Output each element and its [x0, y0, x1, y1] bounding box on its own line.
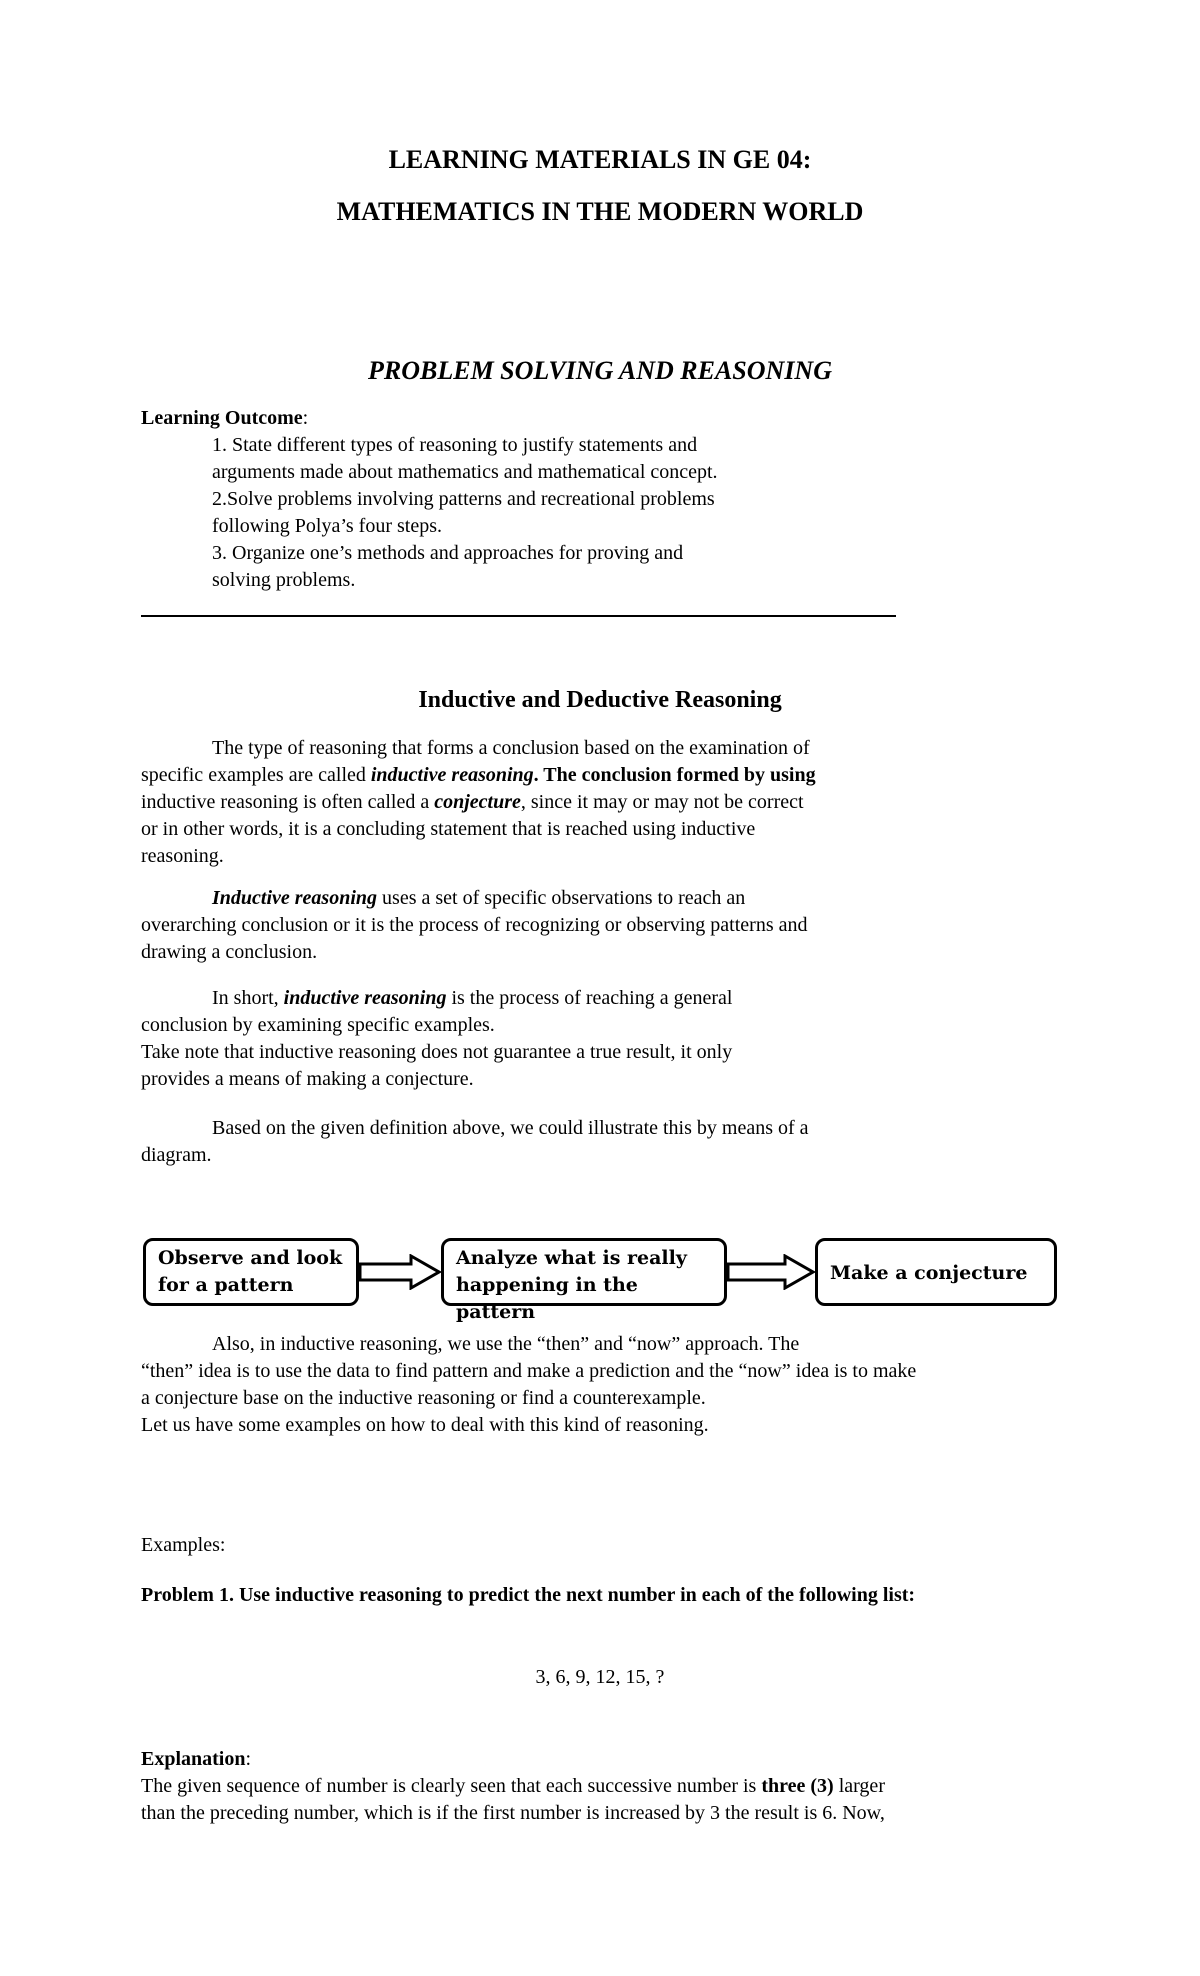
diagram-step-observe-line1: Observe and look [158, 1247, 343, 1269]
paragraph5-line3: a conjecture base on the inductive reasoning or find a counterexample. [141, 1387, 706, 1409]
paragraph3-line4: provides a means of making a conjecture. [141, 1068, 474, 1090]
examples-label: Examples: [141, 1534, 226, 1556]
explanation-heading [141, 1746, 1071, 1773]
paragraph4-line1: Based on the given definition above, we could illustrate this by means of a [212, 1117, 809, 1139]
paragraph3-line3: Take note that inductive reasoning does not guarantee a true result, it only [141, 1041, 733, 1063]
paragraph4-line2: diagram. [141, 1144, 212, 1166]
outcome-item-2-line1: 2.Solve problems involving patterns and recreational problems [212, 488, 715, 510]
diagram-step-conjecture-label: Make a conjecture [830, 1262, 1028, 1284]
learning-outcome-label: Learning Outcome [141, 407, 303, 429]
term-inductive-reasoning-3: inductive reasoning [283, 987, 447, 1009]
paragraph3-line2: conclusion by examining specific examples. [141, 1014, 495, 1036]
explanation-line1-text-a: The given sequence of number is clearly seen that each successive number is [141, 1775, 762, 1797]
paragraph1-line1: The type of reasoning that forms a conclusion based on the examination of [212, 737, 810, 759]
term-conjecture: conjecture [434, 791, 521, 813]
term-inductive-reasoning: inductive reasoning [370, 764, 534, 786]
explanation-line2: than the preceding number, which is if the first number is increased by 3 the result is 6. Now, [141, 1802, 885, 1824]
outcome-item-3-line2: solving problems. [212, 569, 356, 591]
paragraph3-line1-text-a: In short, [212, 987, 284, 1009]
paragraph-diagram-intro [141, 1115, 1071, 1169]
paragraph5-line2: “then” idea is to use the data to find pattern and make a prediction and the “now” idea is to make [141, 1360, 917, 1382]
diagram-step-observe-line2: for a pattern [158, 1274, 294, 1296]
document-title-line2: MATHEMATICS IN THE MODERN WORLD [336, 197, 864, 226]
paragraph1-line4: or in other words, it is a concluding statement that is reached using inductive [141, 818, 756, 840]
outcome-item-2-line2: following Polya’s four steps. [212, 515, 442, 537]
horizontal-divider [141, 615, 896, 617]
diagram-step-analyze-line2: happening in the pattern [456, 1274, 638, 1323]
paragraph1-line2 [141, 762, 1071, 789]
explanation-label: Explanation [141, 1748, 246, 1770]
paragraph-inductive-definition [141, 735, 1071, 870]
paragraph3-line1-text-b: is the process of reaching a general [446, 987, 733, 1009]
paragraph1-line3 [141, 789, 1071, 816]
learning-outcome-list [212, 432, 852, 594]
paragraph2-line1-rest: uses a set of specific observations to reach an [377, 887, 746, 909]
diagram-step-analyze-line1: Analyze what is really [456, 1247, 687, 1269]
arrow-right-icon [359, 1254, 441, 1290]
outcome-item-1-line2: arguments made about mathematics and mathematical concept. [212, 461, 718, 483]
paragraph5-line4: Let us have some examples on how to deal with this kind of reasoning. [141, 1414, 709, 1436]
paragraph5-line1: Also, in inductive reasoning, we use the “then” and “now” approach. The [212, 1333, 800, 1355]
outcome-item-3-line1: 3. Organize one’s methods and approaches for proving and [212, 542, 684, 564]
learning-outcome-colon: : [302, 407, 309, 429]
arrow-right-icon-2 [727, 1254, 815, 1290]
diagram-step-observe [143, 1238, 359, 1306]
term-inductive-reasoning-2: Inductive reasoning [212, 887, 378, 909]
explanation-line1 [141, 1773, 1071, 1800]
learning-outcome-heading [141, 405, 1071, 432]
outcome-item-1-line1: 1. State different types of reasoning to justify statements and [212, 434, 698, 456]
paragraph-inductive-observations [141, 885, 1071, 966]
paragraph1-line5: reasoning. [141, 845, 224, 867]
diagram-step-analyze [441, 1238, 727, 1323]
section-title: PROBLEM SOLVING AND REASONING [368, 356, 832, 385]
paragraph2-line2: overarching conclusion or it is the process of recognizing or observing patterns and [141, 914, 808, 936]
diagram-step-conjecture [815, 1238, 1057, 1306]
explanation-colon: : [245, 1748, 252, 1770]
paragraph1-line3-text-a: inductive reasoning is often called a [141, 791, 435, 813]
paragraph-then-now [141, 1331, 1071, 1439]
paragraph2-line3: drawing a conclusion. [141, 941, 318, 963]
problem-1-statement: Problem 1. Use inductive reasoning to predict the next number in each of the following list: [141, 1584, 916, 1606]
document-title-line1: LEARNING MATERIALS IN GE 04: [388, 145, 812, 174]
subsection-title: Inductive and Deductive Reasoning [418, 687, 782, 713]
paragraph3-line1 [141, 985, 1071, 1012]
explanation-line1-text-b: larger [833, 1775, 885, 1797]
explanation-three: three (3) [761, 1775, 834, 1797]
paragraph1-line2-text-a: specific examples are called [141, 764, 371, 786]
paragraph2-line1 [141, 885, 1071, 912]
paragraph1-line3-text-b: , since it may or may not be correct [520, 791, 804, 813]
number-sequence: 3, 6, 9, 12, 15, ? [535, 1666, 665, 1688]
explanation-body [141, 1773, 1071, 1827]
paragraph-in-short [141, 985, 1071, 1093]
paragraph1-line2-text-b: . The conclusion formed by using [533, 764, 816, 786]
